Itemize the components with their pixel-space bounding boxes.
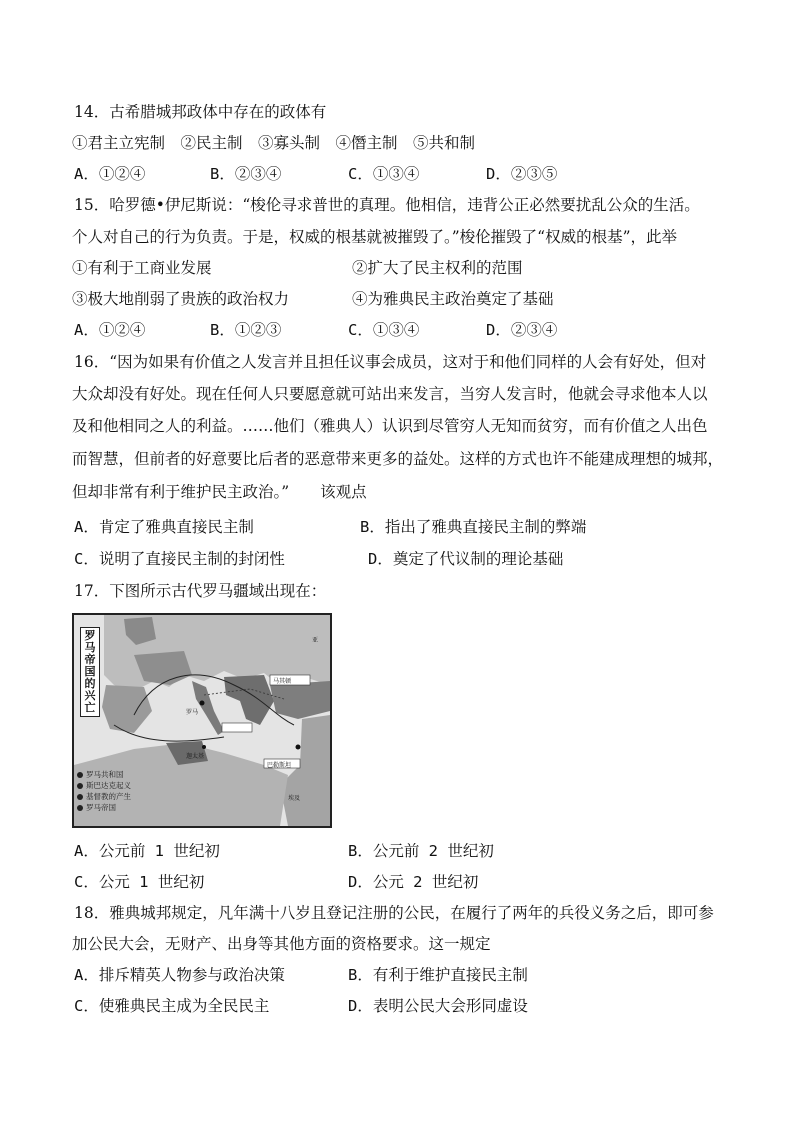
q15-item-2: ②扩大了民主权利的范围 bbox=[352, 259, 523, 277]
q18-option-a: A．排斥精英人物参与政治决策 bbox=[74, 966, 285, 984]
q18-stem-line-2: 加公民大会，无财产、出身等其他方面的资格要求。这一规定 bbox=[72, 935, 491, 953]
map-label-palestine: 巴勒斯坦 bbox=[267, 762, 292, 769]
q14-items: ①君主立宪制 ②民主制 ③寡头制 ④僭主制 ⑤共和制 bbox=[72, 134, 476, 152]
q18-option-c: C．使雅典民主成为全民民主 bbox=[74, 997, 270, 1015]
q16-line-5: 但却非常有利于维护民主政治。” 该观点 bbox=[72, 483, 367, 501]
q16-option-c: C．说明了直接民主制的封闭性 bbox=[74, 550, 285, 568]
legend-dot-icon bbox=[77, 783, 83, 789]
q16-line-1: 16．“因为如果有价值之人发言并且担任议事会成员，这对于和他们同样的人会有好处，但对 bbox=[74, 353, 707, 371]
q17-option-d: D．公元 2 世纪初 bbox=[348, 873, 479, 891]
legend-dot-icon bbox=[77, 805, 83, 811]
q18-stem-line-1: 18．雅典城邦规定，凡年满十八岁且登记注册的公民，在履行了两年的兵役义务之后，即可参 bbox=[74, 904, 714, 922]
q15-option-d: D．②③④ bbox=[486, 321, 558, 339]
q15-option-a: A．①②④ bbox=[74, 321, 146, 339]
map-label-macedonia: 马其顿 bbox=[273, 678, 292, 685]
legend-item: 罗马帝国 bbox=[77, 802, 131, 813]
q14-stem: 14．古希腊城邦政体中存在的政体有 bbox=[74, 103, 327, 121]
legend-dot-icon bbox=[77, 772, 83, 778]
q15-item-3: ③极大地削弱了贵族的政治权力 bbox=[72, 290, 290, 308]
legend-item: 罗马共和国 bbox=[77, 769, 131, 780]
map-title: 罗马帝国的兴亡 bbox=[80, 627, 100, 717]
q16-option-b: B．指出了雅典直接民主制的弊端 bbox=[360, 518, 587, 536]
q16-line-4: 而智慧，但前者的好意要比后者的恶意带来更多的益处。这样的方式也许不能建成理想的城邦， bbox=[72, 450, 724, 468]
legend-item: 斯巴达克起义 bbox=[77, 780, 131, 791]
q17-option-c: C．公元 1 世纪初 bbox=[74, 873, 205, 891]
q15-item-4: ④为雅典民主政治奠定了基础 bbox=[352, 290, 554, 308]
map-label-carthage: 迦太基 bbox=[186, 753, 205, 760]
map-label-egypt: 埃及 bbox=[288, 795, 301, 802]
map-label-rome: 罗马 bbox=[186, 709, 199, 716]
legend-dot-icon bbox=[77, 794, 83, 800]
q15-option-c: C．①③④ bbox=[348, 321, 420, 339]
q15-stem-line-2: 个人对自己的行为负责。于是，权威的根基就被摧毁了。”梭伦摧毁了“权威的根基”，此举 bbox=[72, 228, 678, 246]
q16-option-a: A．肯定了雅典直接民主制 bbox=[74, 518, 254, 536]
q17-option-b: B．公元前 2 世纪初 bbox=[348, 842, 494, 860]
q17-stem: 17．下图所示古代罗马疆域出现在： bbox=[74, 582, 327, 600]
q15-stem-line-1: 15．哈罗德•伊尼斯说：“梭伦寻求普世的真理。他相信，违背公正必然要扰乱公众的生活。 bbox=[74, 196, 700, 214]
q14-option-d: D．②③⑤ bbox=[486, 165, 558, 183]
q16-line-3: 及和他相同之人的利益。……他们（雅典人）认识到尽管穷人无知而贫穷，而有价值之人出色 bbox=[72, 417, 708, 435]
legend-item: 基督教的产生 bbox=[77, 791, 131, 802]
q14-option-a: A．①②④ bbox=[74, 165, 146, 183]
q14-option-c: C．①③④ bbox=[348, 165, 420, 183]
roman-empire-map bbox=[72, 613, 332, 828]
q15-item-1: ①有利于工商业发展 bbox=[72, 259, 212, 277]
q14-option-b: B．②③④ bbox=[210, 165, 282, 183]
q15-option-b: B．①②③ bbox=[210, 321, 282, 339]
q17-option-a: A．公元前 1 世纪初 bbox=[74, 842, 220, 860]
q16-option-d: D．奠定了代议制的理论基础 bbox=[368, 550, 564, 568]
q18-option-d: D．表明公民大会形同虚设 bbox=[348, 997, 528, 1015]
q18-option-b: B．有利于维护直接民主制 bbox=[348, 966, 528, 984]
q16-line-2: 大众却没有好处。现在任何人只要愿意就可站出来发言，当穷人发言时，他就会寻求他本人以 bbox=[72, 385, 708, 403]
map-legend bbox=[77, 769, 131, 813]
map-label-asia: 亚 bbox=[312, 637, 319, 644]
